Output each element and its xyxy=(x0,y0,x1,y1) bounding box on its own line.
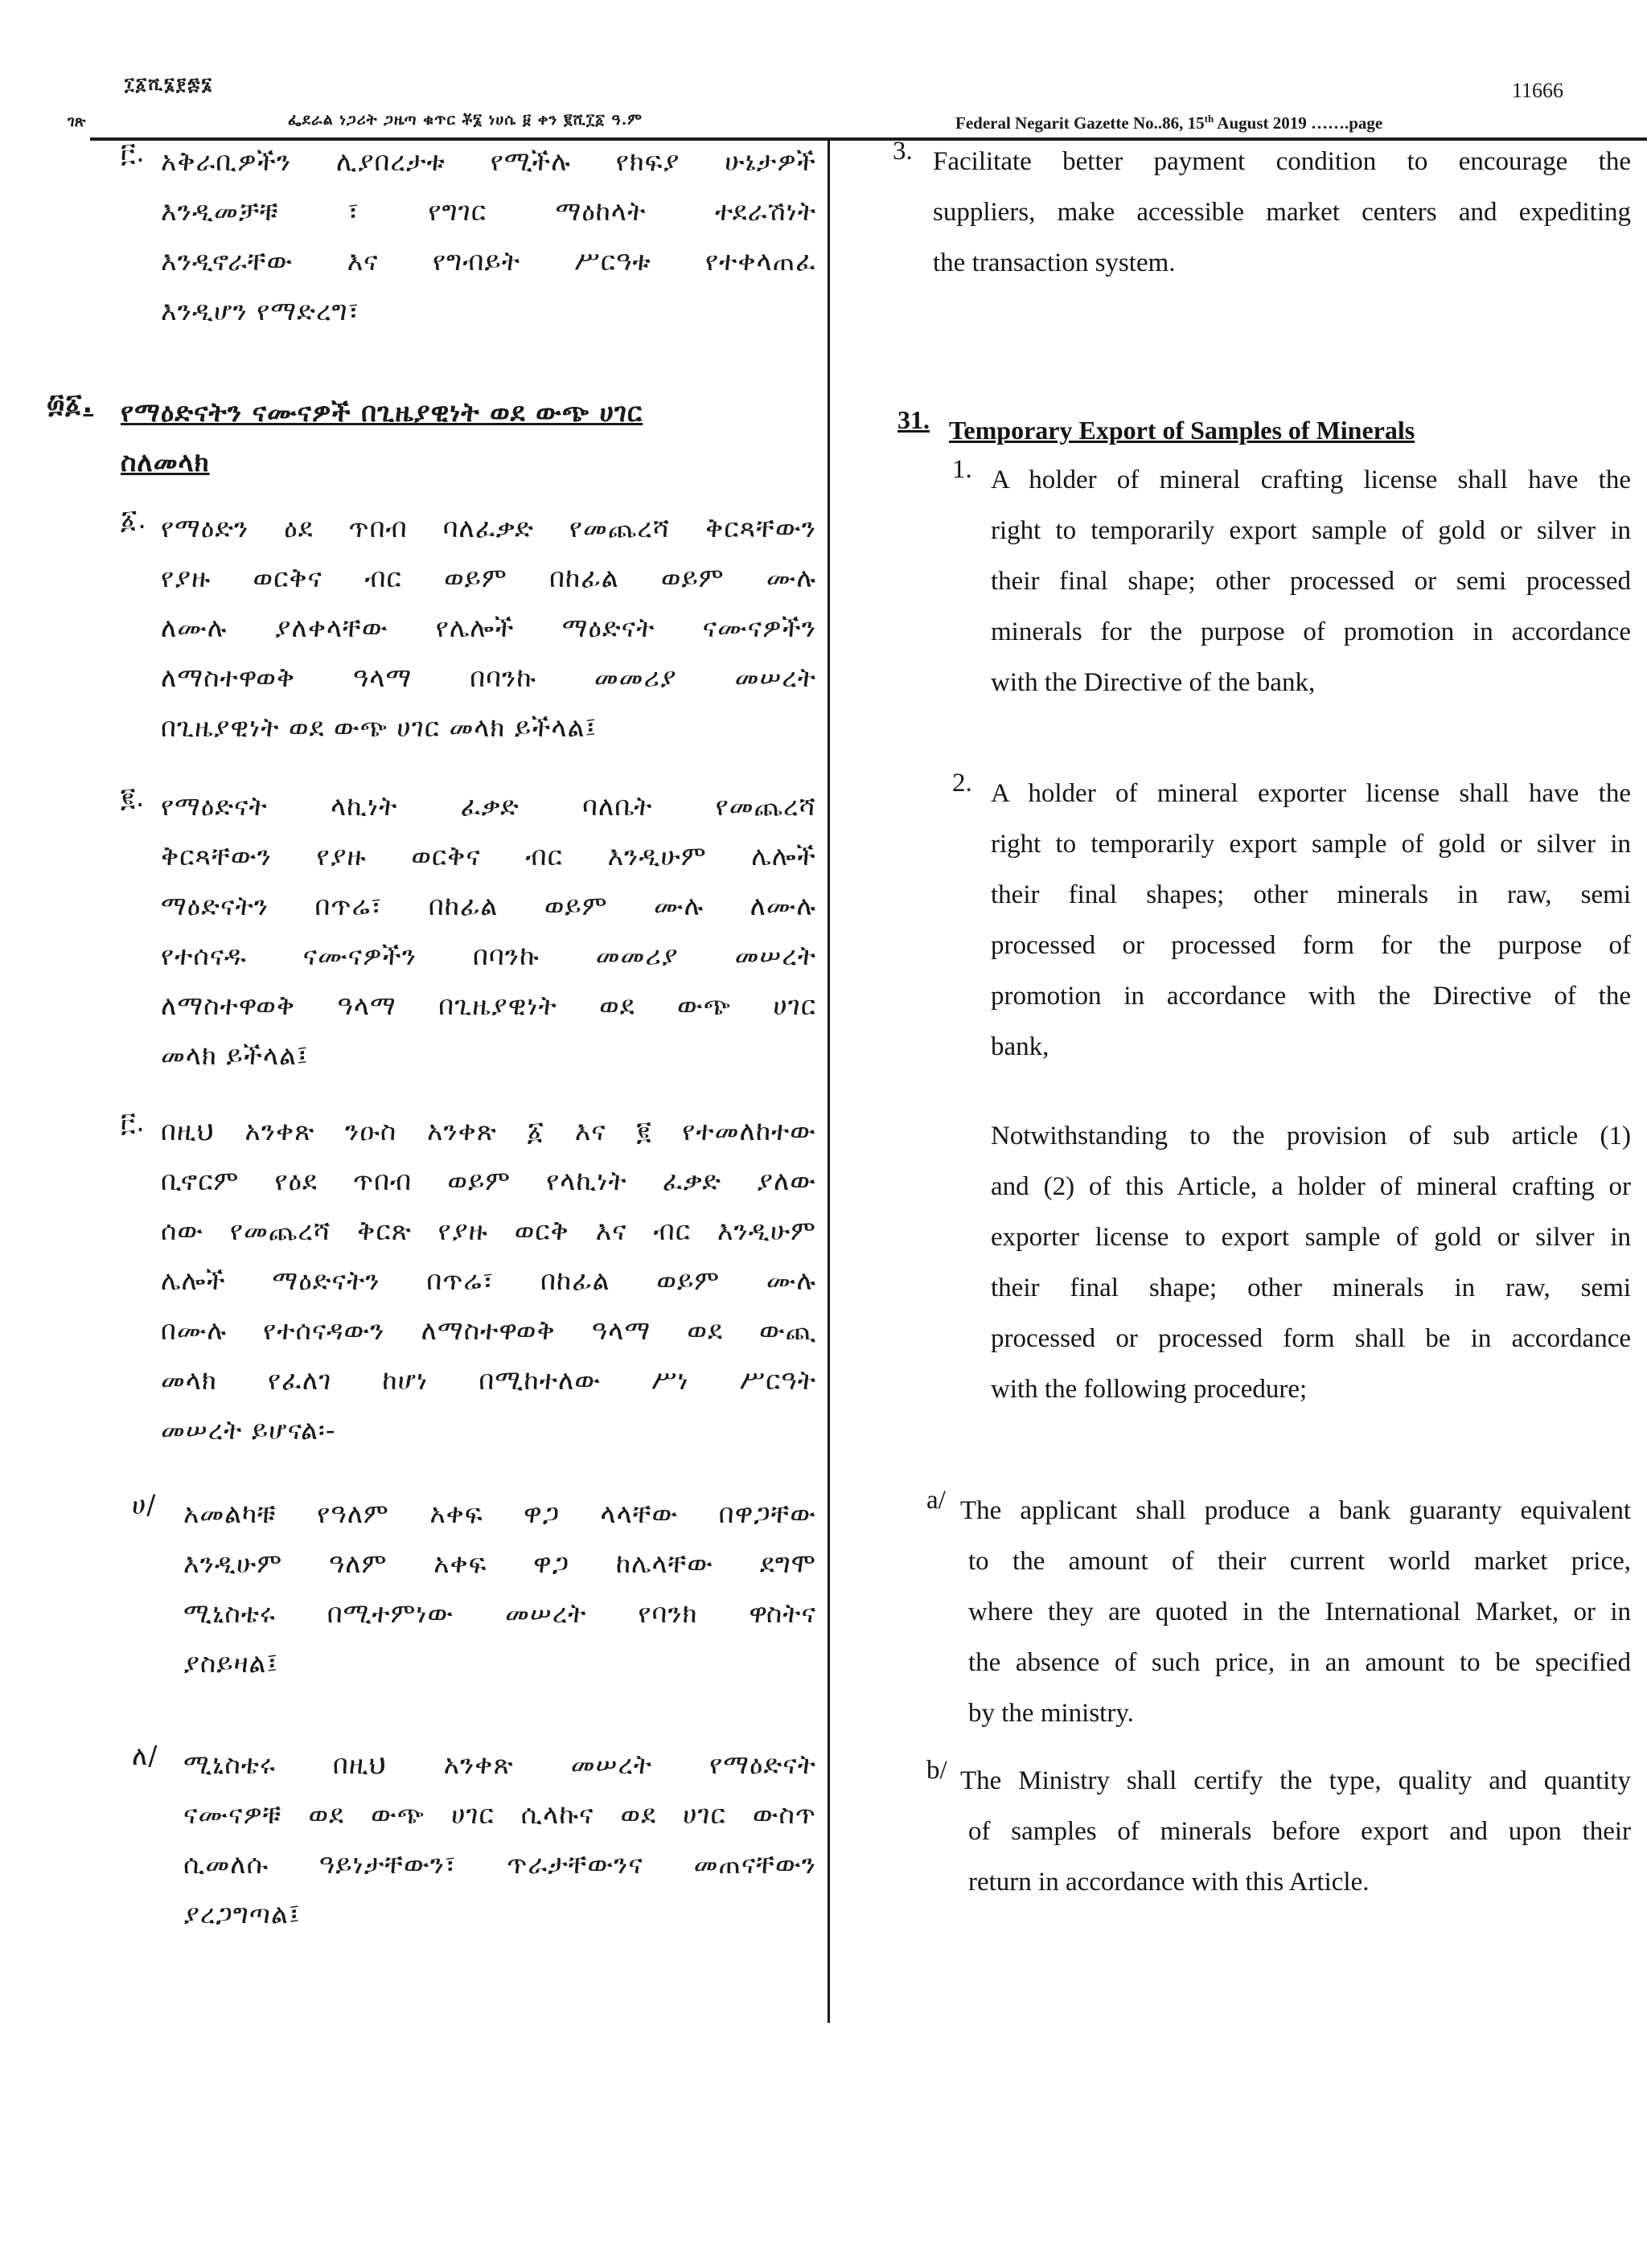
en-sub-1-text: A holder of mineral crafting license shall have the right to temporarily export sample of gold or silver in their final shape; other processed or semi processed minerals for the purpose of promotion in accordance with the Directive of the bank, xyxy=(991,465,1631,697)
am-sub-1-text: የማዕድን ዕደ ጥበብ ባለፈቃድ የመጨረሻ ቅርጻቸውን የያዙ ወርቅና ብር ወይም በከፊል ወይም ሙሉ ለሙሉ ያለቀላቸው የሌሎች ማዕድናት ናሙናዎችን ለማስተዋወቅ ዓላማ በባንኩ መመሪያ መሠረት በጊዜያዊነት ወደ ውጭ ሀገር መላክ ይችላል፤ xyxy=(161,512,816,743)
en-item-b-text: The Ministry shall certify the type, quality and quantity of samples of minerals before export and upon their return in accordance with this Article. xyxy=(960,1766,1631,1897)
am-item-le-label: ለ/ xyxy=(132,1740,158,1771)
en-item-a-text: The applicant shall produce a bank guaranty equivalent to the amount of their current world market price, where they are quoted in the International Market, or in the absence of such price, in an amount to be specified by the ministry. xyxy=(960,1496,1631,1728)
en-item-3-number: 3. xyxy=(893,137,913,166)
am-sub-3-number: ፫. xyxy=(121,1106,146,1138)
en-sub-3-text: Notwithstanding to the provision of sub article (1) and (2) of this Article, a holder of mineral crafting or exporter license to export sample of gold or silver in their final shape; other minerals in raw, semi processed or processed form shall be in accordance with the following procedure; xyxy=(991,1122,1631,1404)
page-label-amharic: ገጽ xyxy=(68,113,86,130)
en-section-31-title: Temporary Export of Samples of Minerals xyxy=(949,416,1415,445)
am-item-3-text: አቅራቢዎችን ሊያበረታቱ የሚችሉ የክፍያ ሁኔታዎች እንዲመቻቹ ፣ የግገር ማዕከላት ተደራሽነት እንዲኖራቸው እና የግብይት ሥርዓቱ የተቀላጠፈ እንዲሆን የማድረግ፣ xyxy=(161,146,816,326)
am-sub-2-text: የማዕድናት ላኪነት ፈቃድ ባለቤት የመጨረሻ ቅርጻቸውን የያዙ ወርቅና ብር እንዲሁም ሌሎች ማዕድናትን በጥሬ፣ በከፊል ወይም ሙሉ ለሙሉ የተሰናዱ ናሙናዎችን በባንኩ መመሪያ መሠረት ለማስተዋወቅ ዓላማ በጊዜያዊነት ወደ ውጭ ሀገር መላክ ይችላል፤ xyxy=(161,790,816,1071)
en-sub-2-text: A holder of mineral exporter license shall have the right to temporarily export sample of gold or silver in their final shapes; other minerals in raw, semi processed or processed form for the purpose of promotion in accordance with the Directive of the bank, xyxy=(991,779,1631,1061)
en-item-3-text: Facilitate better payment condition to encourage the suppliers, make accessible market centers and expediting the transaction system. xyxy=(933,147,1631,277)
issue-number-amharic: ፲፩ሺ፮፻፷፮ xyxy=(125,74,214,95)
en-section-31-number: 31. xyxy=(897,405,930,434)
am-section-31-number: ፴፩. xyxy=(47,388,94,419)
am-section-31-title: የማዕድናትን ናሙናዎች በጊዜያዊነት ወደ ውጭ ሀገር ስለመላክ xyxy=(121,396,643,478)
en-item-b-label: b/ xyxy=(926,1756,947,1785)
am-item-3-number: ፫. xyxy=(121,137,146,168)
am-sub-1-number: ፩. xyxy=(121,503,147,535)
column-divider xyxy=(828,137,830,2023)
am-item-le-text: ሚኒስቴሩ በዚህ አንቀጽ መሠረት የማዕድናት ናሙናዎቹ ወደ ውጭ ሀገር ሲላኩና ወደ ሀገር ውስጥ ሲመለሱ ዓይነታቸውን፣ ጥራታቸውንና መጠናቸውን ያረጋግጣል፤ xyxy=(183,1749,816,1930)
am-item-ha-text: አመልካቹ የዓለም አቀፍ ዋጋ ላላቸው በዋጋቸው እንዲሁም ዓለም አቀፍ ዋጋ ከሌላቸው ደግሞ ሚኒስቴሩ በሚተምነው መሠረት የባንክ ዋስትና ያስይዛል፤ xyxy=(183,1498,816,1679)
am-sub-2-number: ፪. xyxy=(121,781,146,813)
gazette-title-amharic: ፌደራል ነጋሪት ጋዜጣ ቁጥር ቾ፮ ነሀሴ ፱ ቀን ፪ሺ፲፩ ዓ.ም xyxy=(288,111,643,129)
am-sub-3-text: በዚህ አንቀጽ ንዑስ አንቀጽ ፩ እና ፪ የተመለከተው ቢኖርም የዕደ ጥበብ ወይም የላኪነት ፈቃድ ያለው ሰው የመጨረሻ ቅርጽ የያዙ ወርቅ እና ብር እንዲሁም ሌሎች ማዕድናትን በጥሬ፣ በከፊል ወይም ሙሉ በሙሉ የተሰናዳውን ለማስተዋወቅ ዓላማ ወደ ውጪ መላክ የፈለገ ከሆነ በሚከተለው ሥነ ሥርዓት መሠረት ይሆናል፡- xyxy=(161,1115,816,1446)
page-number: 11666 xyxy=(1512,79,1564,102)
am-item-ha-label: ሀ/ xyxy=(132,1489,157,1520)
en-sub-1-number: 1. xyxy=(952,455,972,484)
gazette-title-english: Federal Negarit Gazette No..86, 15th August 2019 …….page xyxy=(955,113,1383,133)
en-sub-2-number: 2. xyxy=(952,769,972,798)
en-item-a-label: a/ xyxy=(926,1486,946,1515)
